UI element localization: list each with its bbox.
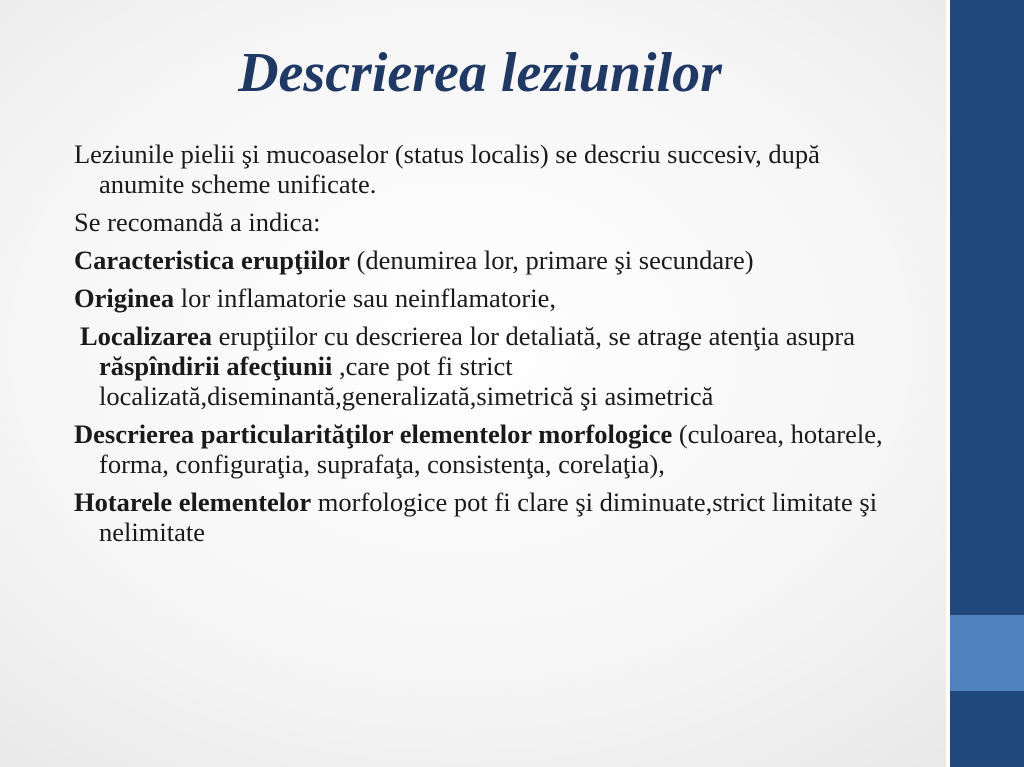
localization-text-end: ,care pot fi strict localizată,diseminantă,generalizată,simetrică şi asimetrică <box>99 351 714 411</box>
paragraph-origin <box>74 283 909 313</box>
eruption-characteristics-text: (denumirea lor, primare şi secundare) <box>349 245 754 275</box>
paragraph-intro <box>74 139 909 199</box>
eruption-characteristics-heading: Caracteristica erupţiilor <box>74 245 350 275</box>
slide-body <box>74 139 909 555</box>
origin-heading: Originea <box>74 283 175 313</box>
sidebar-accent-block <box>950 615 1024 691</box>
localization-heading: Localizarea <box>80 321 212 351</box>
localization-emphasis: răspîndirii afecţiunii <box>99 351 333 381</box>
paragraph-eruption-characteristics <box>74 245 909 275</box>
paragraph-localization <box>74 321 909 411</box>
morphology-heading: Descrierea particularităţilor elementelor morfologice <box>74 419 673 449</box>
paragraph-morphology <box>74 419 909 479</box>
borders-heading: Hotarele elementelor <box>74 487 312 517</box>
paragraph-borders <box>74 487 909 547</box>
paragraph-recommend <box>74 207 909 237</box>
borders-text: morfologice pot fi clare şi diminuate,strict limitate şi nelimitate <box>99 487 878 547</box>
morphology-text: (culoarea, hotarele, forma, configuraţia, suprafaţa, consistenţa, corelaţia), <box>99 419 883 479</box>
paragraph-intro-text: Leziunile pielii şi mucoaselor (status localis) se descriu succesiv, după anumite scheme unificate. <box>74 139 820 199</box>
localization-text: erupţiilor cu descrierea lor detaliată, se atrage atenţia asupra <box>211 321 856 351</box>
slide-title: Descrierea leziunilor <box>238 42 722 104</box>
origin-text: lor inflamatorie sau neinflamatorie, <box>174 283 557 313</box>
paragraph-recommend-text: Se recomandă a indica: <box>74 207 321 237</box>
